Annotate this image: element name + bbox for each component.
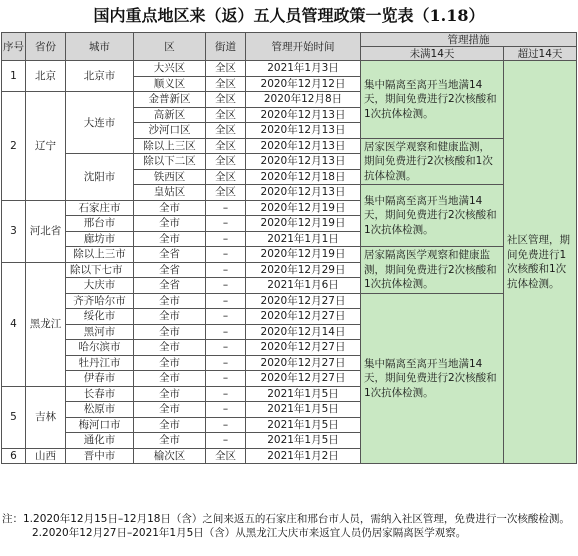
cell-start: 2021年1月1日 (246, 231, 361, 247)
cell-city: 沈阳市 (66, 154, 134, 201)
cell-start: 2020年12月19日 (246, 200, 361, 216)
cell-city: 绥化市 (66, 309, 134, 325)
cell-start: 2021年1月2日 (246, 448, 361, 464)
group-index: 6 (2, 448, 26, 464)
cell-start: 2020年12月12日 (246, 76, 361, 92)
cell-city: 伊春市 (66, 371, 134, 387)
cell-district: 全市 (134, 355, 206, 371)
cell-city: 大庆市 (66, 278, 134, 294)
measure-under-14: 居家隔离医学观察和健康监测，期间免费进行2次核酸和1次抗体检测。 (361, 247, 504, 294)
cell-start: 2020年12月13日 (246, 107, 361, 123)
measure-over-14: 社区管理，期间免费进行1次核酸和1次抗体检测。 (504, 61, 577, 464)
cell-street: – (206, 262, 246, 278)
cell-start: 2020年12月19日 (246, 216, 361, 232)
cell-city: 齐齐哈尔市 (66, 293, 134, 309)
cell-district: 全市 (134, 200, 206, 216)
group-index: 3 (2, 200, 26, 262)
header-under-14: 未满14天 (361, 47, 504, 61)
cell-district: 全市 (134, 324, 206, 340)
table-row (2, 293, 577, 309)
cell-street: – (206, 293, 246, 309)
cell-district: 全市 (134, 386, 206, 402)
cell-street: 全区 (206, 61, 246, 77)
cell-street: – (206, 278, 246, 294)
cell-start: 2020年12月13日 (246, 123, 361, 139)
cell-city: 牡丹江市 (66, 355, 134, 371)
cell-street: 全区 (206, 169, 246, 185)
cell-street: – (206, 417, 246, 433)
cell-street: 全区 (206, 448, 246, 464)
cell-street: – (206, 386, 246, 402)
cell-district: 皇姑区 (134, 185, 206, 201)
table-row (2, 247, 577, 263)
cell-district: 全省 (134, 247, 206, 263)
cell-city: 除以下七市 (66, 262, 134, 278)
group-index: 2 (2, 92, 26, 201)
cell-district: 全省 (134, 278, 206, 294)
cell-district: 沙河口区 (134, 123, 206, 139)
cell-district: 全市 (134, 216, 206, 232)
measure-under-14: 居家医学观察和健康监测，期间免费进行2次核酸和1次抗体检测。 (361, 138, 504, 185)
cell-district: 全市 (134, 293, 206, 309)
header-start-time: 管理开始时间 (246, 33, 361, 61)
cell-start: 2021年1月5日 (246, 433, 361, 449)
cell-start: 2020年12月19日 (246, 247, 361, 263)
cell-district: 全市 (134, 309, 206, 325)
cell-city: 石家庄市 (66, 200, 134, 216)
cell-street: – (206, 371, 246, 387)
cell-start: 2021年1月3日 (246, 61, 361, 77)
cell-city: 长春市 (66, 386, 134, 402)
cell-start: 2021年1月6日 (246, 278, 361, 294)
group-index: 1 (2, 61, 26, 92)
cell-street: 全区 (206, 138, 246, 154)
cell-street: – (206, 340, 246, 356)
cell-street: – (206, 433, 246, 449)
cell-district: 榆次区 (134, 448, 206, 464)
header-province: 省份 (26, 33, 66, 61)
measure-under-14: 集中隔离至离开当地满14天，期间免费进行2次核酸和1次抗体检测。 (361, 293, 504, 464)
cell-city: 松原市 (66, 402, 134, 418)
cell-street: – (206, 216, 246, 232)
group-province: 黑龙江 (26, 262, 66, 386)
group-province: 北京 (26, 61, 66, 92)
header-district: 区 (134, 33, 206, 61)
header-index: 序号 (2, 33, 26, 61)
cell-city: 梅河口市 (66, 417, 134, 433)
footnote-2: 2.2020年12月27日–2021年1月5日（含）从黑龙江大庆市来返宜人员仍居家隔离医学观察。 (32, 527, 467, 539)
cell-start: 2020年12月29日 (246, 262, 361, 278)
cell-street: 全区 (206, 107, 246, 123)
cell-city: 北京市 (66, 61, 134, 92)
cell-street: – (206, 402, 246, 418)
cell-district: 高新区 (134, 107, 206, 123)
cell-district: 大兴区 (134, 61, 206, 77)
cell-city: 廊坊市 (66, 231, 134, 247)
page-title: 国内重点地区来（返）五人员管理政策一览表（1.18） (93, 6, 485, 25)
group-province: 河北省 (26, 200, 66, 262)
cell-street: 全区 (206, 154, 246, 170)
cell-district: 全市 (134, 371, 206, 387)
cell-start: 2020年12月27日 (246, 293, 361, 309)
cell-district: 全市 (134, 402, 206, 418)
cell-city: 大连市 (66, 92, 134, 154)
measure-under-14: 集中隔离至离开当地满14天，期间免费进行2次核酸和1次抗体检测。 (361, 185, 504, 247)
group-province: 吉林 (26, 386, 66, 448)
cell-start: 2020年12月13日 (246, 138, 361, 154)
cell-street: 全区 (206, 185, 246, 201)
measure-under-14: 集中隔离至离开当地满14天，期间免费进行2次核酸和1次抗体检测。 (361, 61, 504, 139)
cell-start: 2020年12月14日 (246, 324, 361, 340)
group-province: 山西 (26, 448, 66, 464)
cell-street: – (206, 355, 246, 371)
cell-start: 2020年12月27日 (246, 355, 361, 371)
cell-street: – (206, 231, 246, 247)
cell-city: 邢台市 (66, 216, 134, 232)
cell-district: 全市 (134, 433, 206, 449)
cell-start: 2021年1月5日 (246, 402, 361, 418)
header-street: 街道 (206, 33, 246, 61)
group-index: 4 (2, 262, 26, 386)
cell-start: 2020年12月18日 (246, 169, 361, 185)
cell-street: 全区 (206, 76, 246, 92)
cell-district: 全市 (134, 231, 206, 247)
cell-district: 除以上三区 (134, 138, 206, 154)
cell-street: – (206, 200, 246, 216)
cell-city: 通化市 (66, 433, 134, 449)
cell-street: – (206, 309, 246, 325)
cell-start: 2021年1月5日 (246, 417, 361, 433)
cell-district: 金普新区 (134, 92, 206, 108)
cell-street: 全区 (206, 123, 246, 139)
cell-city: 除以上三市 (66, 247, 134, 263)
cell-street: – (206, 324, 246, 340)
cell-district: 全省 (134, 262, 206, 278)
cell-start: 2020年12月27日 (246, 340, 361, 356)
group-province: 辽宁 (26, 92, 66, 201)
cell-district: 全市 (134, 340, 206, 356)
cell-street: 全区 (206, 92, 246, 108)
cell-start: 2020年12月27日 (246, 371, 361, 387)
cell-city: 晋中市 (66, 448, 134, 464)
cell-district: 铁西区 (134, 169, 206, 185)
cell-district: 全市 (134, 417, 206, 433)
cell-district: 顺义区 (134, 76, 206, 92)
cell-district: 除以下二区 (134, 154, 206, 170)
cell-start: 2020年12月13日 (246, 154, 361, 170)
header-measures: 管理措施 (361, 33, 577, 47)
cell-start: 2020年12月13日 (246, 185, 361, 201)
footnotes (2, 512, 576, 540)
group-index: 5 (2, 386, 26, 448)
cell-street: – (206, 247, 246, 263)
policy-table (1, 32, 577, 464)
cell-city: 哈尔滨市 (66, 340, 134, 356)
header-over-14: 超过14天 (504, 47, 577, 61)
cell-start: 2021年1月5日 (246, 386, 361, 402)
cell-start: 2020年12月27日 (246, 309, 361, 325)
header-city: 城市 (66, 33, 134, 61)
cell-start: 2020年12月8日 (246, 92, 361, 108)
table-row (2, 61, 577, 77)
footnote-1: 注：1.2020年12月15日–12月18日（含）之间来返五的石家庄和邢台市人员，需纳入社区管理，免费进行一次核酸检测。 (2, 513, 570, 525)
cell-city: 黑河市 (66, 324, 134, 340)
